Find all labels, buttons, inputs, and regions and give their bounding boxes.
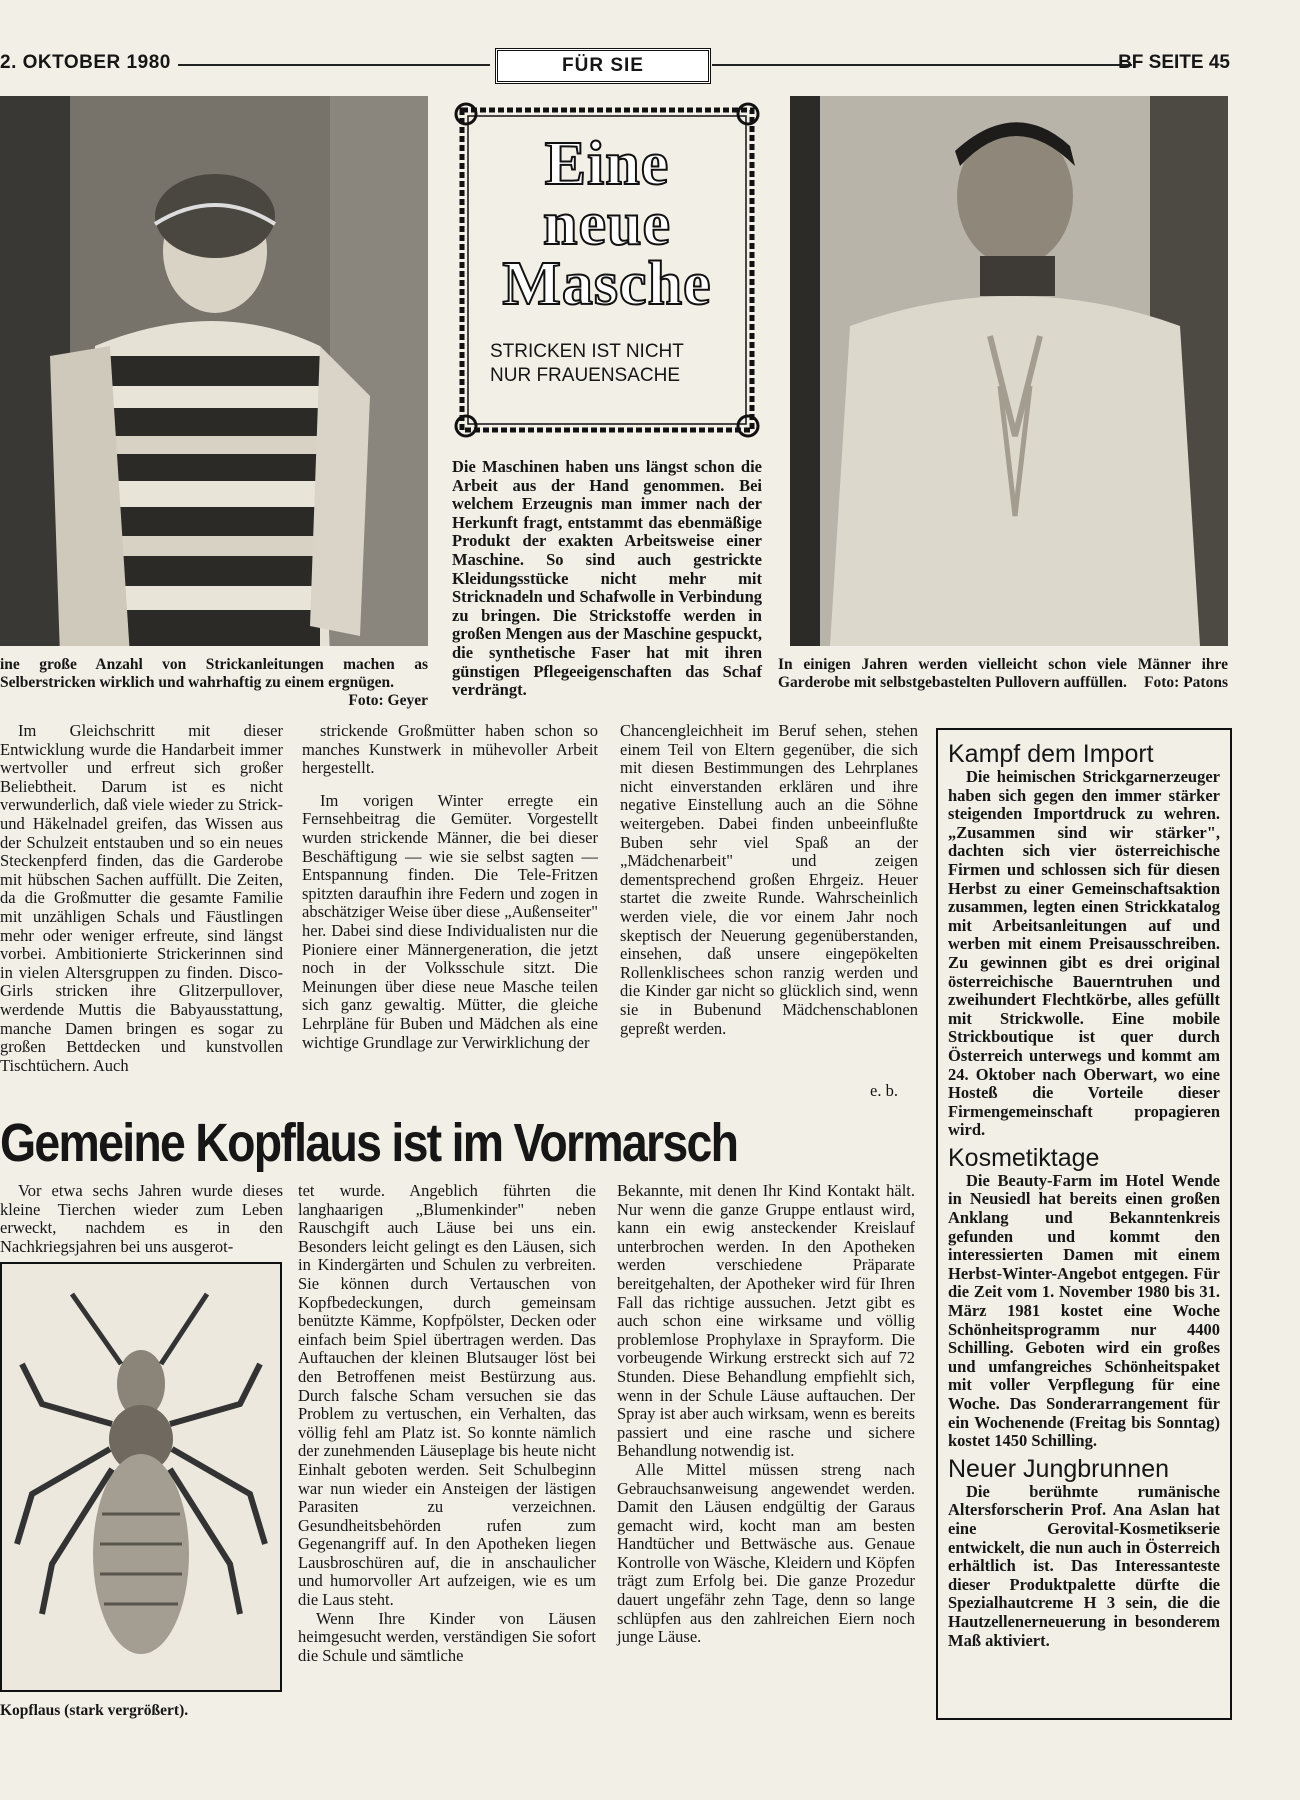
- sidebar-text-cosmetics: Die Beauty-Farm im Hotel Wende in Neusiedl hat bereits einen großen Anklang und Bekanntenkreis gefunden und kommt den interessierten Damen mit einem Herbst-Winter-Angebot entgegen. Für die Zeit vom 1. November 1980 bis 31. März 1981 kostet eine Woche Schönheitsprogramm nur 4400 Schilling. Geboten wird ein großes und umfangreiches Schönheitspaket mit voller Verpflegung für eine Woche. Das Sonderarrangement für ein Wochenende (Freitag bis Sonntag) kostet 1450 Schilling.: [948, 1170, 1220, 1451]
- lice-col2-paragraph-1: tet wurde. Angeblich führten die langhaarigen „Blumenkinder" neben Rauschgift auch Läuse bei uns ein. Besonders leicht gelingt es den Läusen, sich in Kindergärten und Schulen zu verbreiten. Sie können durch Vertauschen von Kopfbedeckungen, durch gemeinsam benützte Kämme, Kopfpölster, Decken oder einfach beim Spiel übertragen werden. Das Auftauchen der kleinen Blutsauger löst bei den Betroffenen meist Bestürzung aus. Durch falsche Scham versuchen sie das Problem zu vertuschen, ein Verhalten, das völlig fehl am Platz ist. So konnte nämlich der zunehmenden Läuseplage bis heute nicht Einhalt geboten werden. Seit Schulbeginn war nun wieder ein Ansteigen der lästigen Parasiten zu verzeichnen. Gesundheitsbehörden rufen zum Gegenangriff auf. In den Apotheken liegen Lausbroschüren auf, die in anschaulicher und humorvoller Art aufzeigen, wie es um die Laus steht.: [298, 1181, 596, 1610]
- title-line-1: Eine: [544, 130, 670, 198]
- photo-woman-knitwear: [0, 96, 428, 646]
- title-line-2: neue: [543, 190, 671, 258]
- knitting-title-box: [452, 100, 762, 440]
- section-rubric: FÜR SIE: [495, 48, 711, 84]
- knitting-col1-paragraph: Im Gleichschritt mit dieser Entwicklung wurde die Handarbeit immer wertvoller und erfreut sich großer Beliebtheit. Darum ist es nicht verwunderlich, daß viele wieder zu Strick- und Häkelnadel greifen, das Wissen aus der Schulzeit entstauben und so ein neues Steckenpferd finden, das die Garderobe mit hübschen Sachen auffüllt. Die Zeiten, da die Großmutter die gesamte Familie mit unzähligen Schals und Fäustlingen mehr oder weniger erfreute, sind längst vorbei. Ambitionierte Strickerinnen sind in vielen Altersgruppen zu finden. Disco-Girls stricken ihre Glitzerpullover, werdende Muttis die Babyausstattung, manche Damen bringen es sogar zu großen Bettdecken und kunstvollen Tischtüchern. Auch: [0, 721, 283, 1075]
- subtitle-line-2: NUR FRAUENSACHE: [490, 365, 681, 386]
- title-line-3: Masche: [502, 250, 712, 318]
- man-pullover-illustration: [790, 96, 1228, 646]
- woman-knitwear-illustration: [0, 96, 428, 646]
- left-caption-text: ine große Anzahl von Strickanleitungen machen as Selberstricken wirklich und wahrhaftig zu einem ergnügen.: [0, 656, 428, 691]
- photo-man-pullover: [790, 96, 1228, 646]
- sidebar-heading-fountain: Neuer Jungbrunnen: [948, 1454, 1169, 1483]
- knitting-lead-paragraph: Die Maschinen haben uns längst schon die Arbeit aus der Hand genommen. Bei welchem Erzeugnis man immer nach der Herkunft fragt, entstammt das ebenmäßige Produkt der exakten Arbeitsweise einer Maschine. So sind auch gestrickte Kleidungsstücke nicht mehr mit Stricknadeln und Schafwolle in Verbindung zu bringen. Die Strickstoffe werden in großen Mengen aus der Maschine gespuckt, die synthetische Faser hat mit ihren günstigen Pflegeeigenschaften das Schaf verdrängt.: [452, 457, 762, 700]
- lice-col1-paragraph: Vor etwa sechs Jahren wurde dieses kleine Tierchen wieder zum Leben erweckt, nachdem es in den Nachkriegsjahren bei uns ausgerot-: [0, 1181, 283, 1256]
- lice-column-1: [0, 1182, 283, 1256]
- page-number: BF SEITE 45: [1118, 52, 1230, 73]
- head-louse-image: [0, 1262, 282, 1692]
- louse-image-caption: Kopflaus (stark vergrößert).: [0, 1702, 189, 1719]
- lice-column-3: [617, 1182, 915, 1647]
- lice-col3-paragraph-1: Bekannte, mit denen Ihr Kind Kontakt hält. Nur wenn die ganze Gruppe entlaust wird, kann ein ewig ansteckender Kreislauf unterbrochen werden. In den Apotheken werden verschiedene Präparate bereitgehalten, der Apotheker wird für Ihren Fall das richtige aussuchen. Jetzt gibt es auch schon eine wirksame und völlig problemlose Prophylaxe in Sprayform. Die vorbeugende Wirkung erstreckt sich auf 72 Stunden. Diese Behandlung empfiehlt sich, wenn in der Schule Läuse auftauchen. Der Spray ist aber auch wirksam, wenn es bereits passiert und eine rasche und sichere Behandlung notwendig ist.: [617, 1181, 915, 1461]
- knitting-col3-paragraph: Chancengleichheit im Beruf sehen, stehen einem Teil von Eltern gegenüber, die sich mit diesen Bestimmungen des Lehrplanes nicht einverstanden erklären und ihre negative Einstellung auch an die Söhne weitergeben. Dabei finden unbeeinflußte Buben sehr viel Spaß an der „Mädchenarbeit" und zeigen dementsprechend großen Ehrgeiz. Heuer startet die zweite Runde. Wahrscheinlich werden viele, die vor einem Jahr noch skeptisch der Neuerung gegenüberstanden, einsehen, daß unsere eingepökelten Rollenklischees schon ranzig werden und die Kinder gar nicht so glücklich sind, wenn sie in Bubenund Mädchenschablonen gepreßt werden.: [620, 721, 918, 1038]
- knitting-column-2: [302, 722, 598, 1052]
- right-photo-credit: Foto: Patons: [1144, 674, 1228, 691]
- knitting-col2-paragraph-2: Im vorigen Winter erregte ein Fernsehbeitrag die Gemüter. Vorgestellt wurden strickende Männer, die bei dieser Beschäftigung — wie sie selbst sagten — Entspannung finden. Die Tele-Fritzen spitzten daraufhin ihre Federn und zogen in abschätziger Weise über diese „Außenseiter" her. Dabei sind diese Individualisten nur die Pioniere einer Männergeneration, die jetzt noch in der Volksschule sitzt. Die Meinungen über diese neue Masche teilen sich ganz gewaltig. Mütter, die gleiche Lehrpläne für Buben und Mädchen als eine wichtige Grundlage zur Verwirklichung der: [302, 790, 598, 1052]
- head-louse-illustration: [2, 1264, 280, 1690]
- right-photo-caption: [778, 656, 1228, 692]
- sidebar-text-import: Die heimischen Strickgarnerzeuger haben sich gegen den immer stärker steigenden Importdruck zu wehren. „Zusammen sind wir stärker", dachten sich vier österreichische Firmen und schlossen sich für diesen Herbst zu einer Gemeinschaftsaktion zusammen, legten einen Strickkatalog mit Arbeitsanleitungen auf und werben mit einem Preisausschreiben. Zu gewinnen gibt es drei original österreichische Bauerntruhen und zweihundert Flechtkörbe, alles gefüllt mit Strickwolle. Eine mobile Strickboutique ist quer durch Österreich unterwegs und kommt am 24. Oktober nach Oberwart, wo eine Hosteß die Vorteile dieser Firmengemeinschaft propagieren wird.: [948, 767, 1220, 1140]
- knitting-column-3: [620, 722, 918, 1038]
- subtitle-line-1: STRICKEN IST NICHT: [490, 341, 684, 362]
- lice-column-2: [298, 1182, 596, 1665]
- left-photo-caption: [0, 656, 428, 710]
- lice-col2-paragraph-2: Wenn Ihre Kinder von Läusen heimgesucht werden, verständigen Sie sofort die Schule und sämtliche: [298, 1608, 596, 1665]
- lice-headline: Gemeine Kopflaus ist im Vormarsch: [0, 1113, 738, 1173]
- issue-date: 2. OKTOBER 1980: [0, 52, 171, 73]
- lice-col3-paragraph-2: Alle Mittel müssen streng nach Gebrauchsanweisung angewendet werden. Damit den Läusen endgültig der Garaus gemacht wird, kocht man am besten Handtücher und Bettwäsche aus. Genaue Kontrolle von Wäsche, Kleidern und Köpfen trägt zum Erfolg bei. Die ganze Prozedur dauert ungefähr zehn Tage, denn so lange schlüpfen aus den zahlreichen Eiern noch junge Läuse.: [617, 1459, 915, 1647]
- knitting-column-1: [0, 722, 283, 1075]
- header-rule-left: [178, 64, 490, 66]
- sidebar-heading-cosmetics: Kosmetiktage: [948, 1143, 1100, 1172]
- page-header: [0, 48, 1240, 82]
- sidebar-text-fountain: Die berühmte rumänische Altersforscherin Prof. Ana Aslan hat eine Gerovital-Kosmetikserie entwickelt, die nun auch in Österreich erhältlich ist. Das Interessanteste dieser Produktpalette dürfte die Spezialhautcreme H 3 sein, die die Hautzellenerneuerung in besonderem Maß aktiviert.: [948, 1481, 1220, 1650]
- left-photo-credit: Foto: Geyer: [348, 692, 428, 709]
- right-caption-text: In einigen Jahren werden vielleicht schon viele Männer ihre Garderobe mit selbstgebastelten Pullovern auffüllen.: [778, 656, 1228, 691]
- knitting-signature: e. b.: [870, 1081, 898, 1100]
- news-sidebar: [936, 728, 1232, 1720]
- sidebar-heading-import: Kampf dem Import: [948, 740, 1154, 768]
- knitting-col2-paragraph-1: strickende Großmütter haben schon so manches Kunstwerk in mühevoller Arbeit hergestellt.: [302, 721, 598, 778]
- header-rule-right: [712, 64, 1132, 66]
